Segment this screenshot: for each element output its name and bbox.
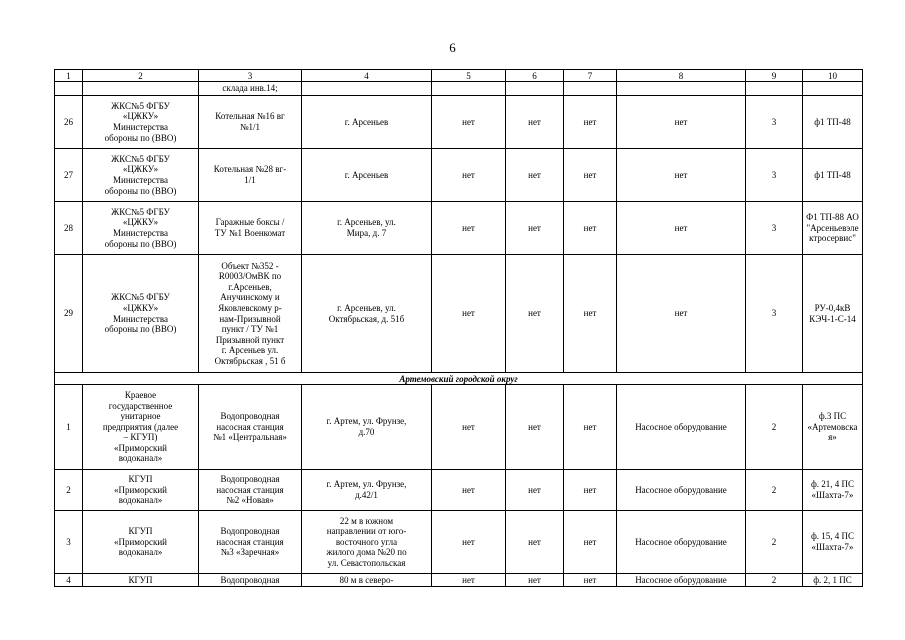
cell-owner: КГУП «Приморский водоканал» (83, 511, 199, 574)
cell-col5: нет (432, 470, 506, 511)
registry-table (54, 69, 863, 587)
cell-category: 3 (746, 96, 803, 149)
cell-col5: нет (432, 385, 506, 470)
cell-number: 27 (55, 149, 83, 202)
cell-feeder: РУ-0,4кВ КЭЧ-1-С-14 (803, 255, 863, 373)
cell-owner: КГУП (83, 574, 199, 587)
column-number: 4 (302, 70, 432, 82)
cell-col6: нет (506, 470, 564, 511)
cell-number: 29 (55, 255, 83, 373)
cell-number: 2 (55, 470, 83, 511)
cell-address: г. Арсеньев, ул. Мира, д. 7 (302, 202, 432, 255)
cell-address: 22 м в южном направлении от юго- восточного угла жилого дома №20 по ул. Севастопольская (302, 511, 432, 574)
cell-address: г. Арсеньев (302, 96, 432, 149)
cell-equipment: нет (617, 149, 746, 202)
cell-equipment: Насосное оборудование (617, 385, 746, 470)
cell-equipment: нет (617, 96, 746, 149)
column-number: 2 (83, 70, 199, 82)
cell-object: Водопроводная насосная станция №2 «Новая» (199, 470, 302, 511)
section-row (55, 373, 863, 385)
table-row (55, 574, 863, 587)
cell-col7: нет (564, 470, 617, 511)
column-number: 3 (199, 70, 302, 82)
continuation-row (55, 82, 863, 96)
cell-object: Котельная №16 вг №1/1 (199, 96, 302, 149)
table-row (55, 149, 863, 202)
cell-col7: нет (564, 574, 617, 587)
cell-category: 3 (746, 202, 803, 255)
cell-address: г. Артем, ул. Фрунзе, д.70 (302, 385, 432, 470)
cell-col7: нет (564, 511, 617, 574)
cell-number: 3 (55, 511, 83, 574)
cell-col5: нет (432, 202, 506, 255)
cell-feeder: ф. 15, 4 ПС «Шахта-7» (803, 511, 863, 574)
cell-address: г. Арсеньев (302, 149, 432, 202)
cell-owner: Краевое государственное унитарное предприятия (далее – КГУП) «Приморский водоканал» (83, 385, 199, 470)
cell-feeder: ф. 2, 1 ПС (803, 574, 863, 587)
cell-col5: нет (432, 511, 506, 574)
cell-owner: ЖКС№5 ФГБУ «ЦЖКУ» Министерства обороны по (ВВО) (83, 96, 199, 149)
cell-object: Котельная №28 вг- 1/1 (199, 149, 302, 202)
table-row (55, 470, 863, 511)
cell-col5: нет (432, 149, 506, 202)
cell-col5: нет (432, 96, 506, 149)
cell-owner: КГУП «Приморский водоканал» (83, 470, 199, 511)
cell-address: 80 м в северо- (302, 574, 432, 587)
table-row (55, 255, 863, 373)
column-number: 8 (617, 70, 746, 82)
cell-object: Водопроводная насосная станция №1 «Центральная» (199, 385, 302, 470)
cell-object: Водопроводная (199, 574, 302, 587)
cell-owner: ЖКС№5 ФГБУ «ЦЖКУ» Министерства обороны по (ВВО) (83, 202, 199, 255)
cell-col6: нет (506, 511, 564, 574)
cell-equipment: нет (617, 255, 746, 373)
table-row (55, 385, 863, 470)
cell-category: 2 (746, 470, 803, 511)
cell-feeder: ф.3 ПС «Артемовска я» (803, 385, 863, 470)
cell-object: склада инв.14; (199, 82, 302, 96)
cell-col5: нет (432, 255, 506, 373)
cell-col7: нет (564, 385, 617, 470)
cell-object: Объект №352 - R0003/ОмВК по г.Арсеньев, Анучинскому и Яковлевскому р- нам-Призывной пункт / ТУ №1 Призывной пункт г. Арсеньев ул. Октябрьская , 51 б (199, 255, 302, 373)
table-row (55, 202, 863, 255)
cell-number: 4 (55, 574, 83, 587)
column-number: 6 (506, 70, 564, 82)
cell-category: 2 (746, 511, 803, 574)
column-number: 10 (803, 70, 863, 82)
cell-col6: нет (506, 96, 564, 149)
column-numbers-row (55, 70, 863, 82)
cell-col6: нет (506, 255, 564, 373)
cell-feeder: ф1 ТП-48 (803, 149, 863, 202)
cell-feeder: ф1 ТП-48 (803, 96, 863, 149)
cell-object: Гаражные боксы / ТУ №1 Военкомат (199, 202, 302, 255)
cell-equipment: Насосное оборудование (617, 511, 746, 574)
table-row (55, 511, 863, 574)
cell-col7: нет (564, 202, 617, 255)
section-title: Артемовский городской округ (55, 373, 863, 385)
column-number: 1 (55, 70, 83, 82)
cell-feeder: ф. 21, 4 ПС «Шахта-7» (803, 470, 863, 511)
page-number: 6 (449, 40, 456, 55)
cell-col7: нет (564, 149, 617, 202)
cell-equipment: Насосное оборудование (617, 470, 746, 511)
column-number: 9 (746, 70, 803, 82)
cell-equipment: нет (617, 202, 746, 255)
cell-category: 3 (746, 255, 803, 373)
table-row (55, 96, 863, 149)
cell-category: 2 (746, 385, 803, 470)
cell-category: 2 (746, 574, 803, 587)
cell-address: г. Артем, ул. Фрунзе, д.42/1 (302, 470, 432, 511)
column-number: 7 (564, 70, 617, 82)
cell-col5: нет (432, 574, 506, 587)
cell-number: 1 (55, 385, 83, 470)
cell-feeder: Ф1 ТП-88 АО "Арсеньевэле ктросервис" (803, 202, 863, 255)
cell-number: 28 (55, 202, 83, 255)
cell-owner: ЖКС№5 ФГБУ «ЦЖКУ» Министерства обороны по (ВВО) (83, 149, 199, 202)
cell-col6: нет (506, 202, 564, 255)
cell-object: Водопроводная насосная станция №3 «Заречная» (199, 511, 302, 574)
cell-number: 26 (55, 96, 83, 149)
cell-col7: нет (564, 96, 617, 149)
cell-address: г. Арсеньев, ул. Октябрьская, д. 51б (302, 255, 432, 373)
cell-col7: нет (564, 255, 617, 373)
column-number: 5 (432, 70, 506, 82)
cell-col6: нет (506, 385, 564, 470)
cell-equipment: Насосное оборудование (617, 574, 746, 587)
cell-col6: нет (506, 574, 564, 587)
cell-owner: ЖКС№5 ФГБУ «ЦЖКУ» Министерства обороны по (ВВО) (83, 255, 199, 373)
cell-category: 3 (746, 149, 803, 202)
cell-col6: нет (506, 149, 564, 202)
